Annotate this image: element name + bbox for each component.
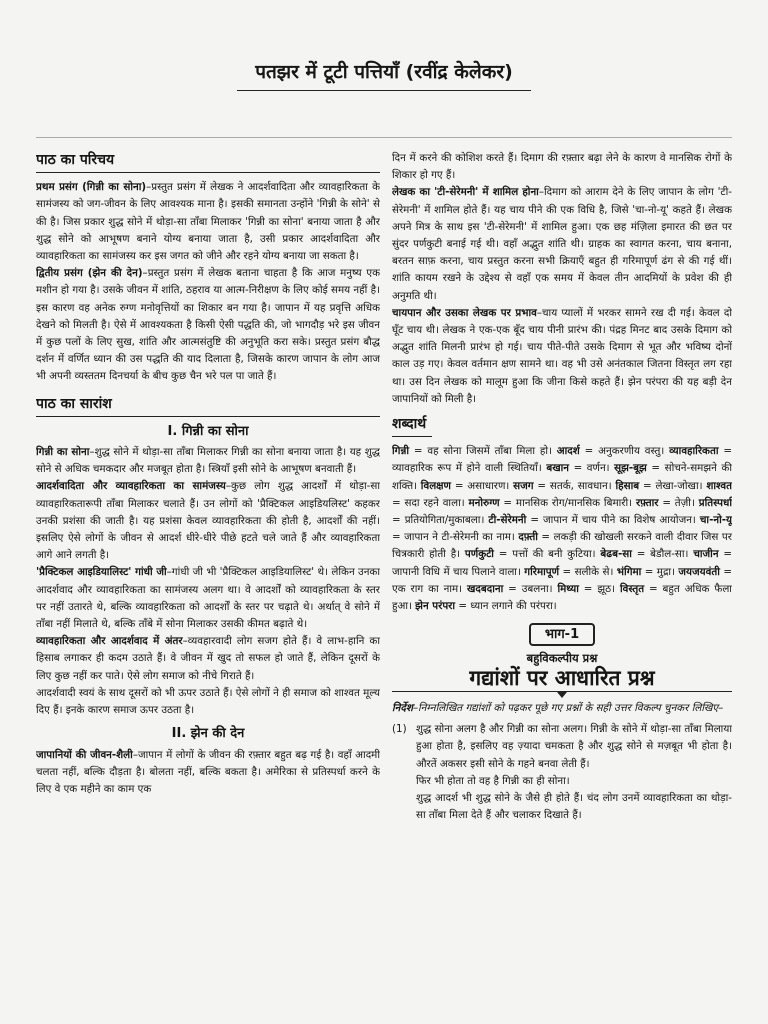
paragraph-text: –दिमाग को आराम देने के लिए जापान के लोग 'टी-सेरेमनी' में शामिल होते हैं। यह चाय पीने की एक विधि है, जिसे 'चा-नो-यू' कहते हैं। लेखक अपने मित्र के साथ इस 'टी-सेरेमनी' में शामिल हुआ। एक छह मंज़िला इमारत की छत पर सुंदर पर्णकुटी बनाई गई थी। वहाँ अद्भुत शांति थी। ग्राहक का स्वागत करना, चाय बनाना, बरतन साफ़ करना, चाय प्रस्तुत करना सभी क्रियाएँ बहुत ही गरिमापूर्ण ढंग से की गई थीं। शांति कायम रखने के उद्देश्य से वहाँ एक समय में केवल तीन आदमियों के प्रवेश की ही अनुमति थी।	[392, 186, 732, 302]
bold-lead: आदर्शवादिता और व्यावहारिकता का सामंजस्य	[36, 480, 226, 493]
vocab-word: बखान	[546, 462, 569, 475]
paragraph-text: –गांधी जी भी 'प्रैक्टिकल आइडियालिस्ट' थे। लेकिन उनका आदर्शवाद और व्यावहारिकता का सामंजस्य अलग था। वे आदर्शों को व्यावहारिकता के स्तर पर नहीं उतारते थे, बल्कि व्यावहारिकता को आदर्शों के स्तर पर चढ़ाते थे। अर्थात् वे सोने में ताँबा नहीं मिलाते थे, बल्कि ताँबे में सोना मिलाकर उसकी कीमत बढ़ाते थे।	[36, 566, 380, 631]
vocab-word: बेढब-सा	[600, 548, 632, 561]
intro-paragraph-2	[36, 265, 380, 385]
vocab-meaning: = एक राग का नाम।	[392, 565, 732, 595]
vocab-word: गरिमापूर्ण	[524, 565, 560, 578]
right-column	[392, 150, 732, 1020]
badge-container	[392, 623, 732, 646]
vocab-word: आदर्श	[556, 445, 580, 458]
bold-lead: निर्देश	[392, 701, 413, 714]
vocab-word: सूझ-बूझ	[614, 462, 647, 475]
summary-paragraph	[36, 747, 380, 799]
vocab-word: टी-सेरेमनी	[488, 514, 527, 527]
vocab-word: व्यावहारिकता	[669, 445, 719, 458]
vocab-meaning: = सलीके से।	[559, 565, 617, 578]
vocab-meaning: = ध्यान लगाने की परंपरा।	[455, 600, 557, 613]
bold-lead: लेखक का 'टी-सेरेमनी' में शामिल होना	[392, 186, 539, 199]
sub-heading-2: II. झेन की देन	[171, 726, 245, 742]
passage-paragraph: शुद्ध सोना अलग है और गिन्नी का सोना अलग। गिन्नी के सोने में थोड़ा-सा ताँबा मिलाया हुआ होता है, इसलिए वह ज़्यादा चमकता है और शुद्ध सोने से मज़बूत भी होता है। औरतें अकसर इसी सोने के गहने बनवा लेती हैं।	[416, 723, 732, 770]
vocab-word: मनोरुग्ण	[468, 496, 500, 509]
passage-paragraph: फिर भी होता तो वह है गिन्नी का ही सोना।	[416, 774, 570, 787]
section-heading-intro: पाठ का परिचय	[36, 152, 380, 173]
question-number: (1)	[392, 723, 407, 736]
vocab-meaning: = व्यावहारिक रूप में होने वाली स्थितियाँ।	[392, 445, 732, 475]
summary-paragraph	[36, 444, 380, 478]
vocab-word: खदबदाना	[466, 582, 504, 595]
vocab-word: शाश्वत	[706, 479, 732, 492]
intro-paragraph-1	[36, 179, 380, 265]
bold-lead: द्वितीय प्रसंग (झेन की देन)	[36, 267, 143, 280]
vocab-meaning: = बहुत अधिक फैला हुआ।	[392, 582, 732, 613]
vocab-meaning: = झूठ।	[578, 582, 620, 595]
vocab-meaning: = जापानी विधि में चाय पिलाने वाला।	[392, 548, 732, 578]
vocab-word: सजग	[513, 479, 534, 492]
summary-continuation: दिन में करने की कोशिश करते हैं। दिमाग की रफ़्तार बढ़ा लेने के कारण वे मानसिक रोगों के शिकार हो गए हैं।	[392, 152, 732, 182]
vocab-meaning: = बेडौल-सा।	[631, 548, 694, 561]
vocab-word: रफ़्तार	[635, 496, 659, 509]
vocab-word: जयजयवंती	[678, 565, 720, 578]
summary-paragraph	[392, 305, 732, 408]
vocab-meaning: = उबलना।	[503, 582, 558, 595]
vocabulary-list	[392, 443, 732, 615]
section-heading-vocab: शब्दार्थ	[392, 416, 432, 437]
paragraph-text: –कुछ लोग शुद्ध आदर्शों में थोड़ा-सा व्यावहारिकतारूपी ताँबा मिलाकर चलाते हैं। उन लोगों को 'प्रैक्टिकल आइडियलिस्ट' कहकर उनकी प्रशंसा की जाती है। यह प्रशंसा केवल व्यावहारिकता की होती है, आदर्शों की नहीं। इसलिए ऐसे लोगों के जीवन से आदर्श धीरे-धीरे पीछे हटते चले जाते हैं और व्यावहारिकता आगे आने लगती है।	[36, 480, 380, 562]
summary-paragraph	[36, 633, 380, 685]
vocab-meaning: = मुद्रा।	[641, 565, 679, 578]
question-passage	[416, 721, 732, 824]
page-title: पतझर में टूटी पत्तियाँ (रवींद्र केलेकर)	[255, 61, 513, 83]
vocab-meaning: = अनुकरणीय वस्तु।	[579, 445, 670, 458]
vocab-word: चा-नो-यू	[699, 514, 732, 527]
vocab-word: दफ़्ती	[518, 531, 538, 544]
vocab-meaning: = जापान में चाय पीने का विशेष आयोजन।	[526, 514, 700, 527]
bold-lead: जापानियों की जीवन-शैली	[36, 748, 133, 761]
vocab-word: चाजीन	[693, 548, 719, 561]
vocab-meaning: = असाधारण।	[451, 479, 514, 492]
instruction-text: –निम्नलिखित गद्यांशों को पढ़कर पूछे गए प्रश्नों के सही उत्तर विकल्प चुनकर लिखिए–	[412, 701, 724, 714]
instructions	[392, 700, 732, 717]
left-column	[36, 150, 380, 1020]
vocab-meaning: = लेखा-जोखा।	[639, 479, 707, 492]
vocab-word: विस्तृत	[619, 582, 645, 595]
mcq-subheading: बहुविकल्पीय प्रश्न	[526, 651, 598, 666]
paragraph-text: –प्रस्तुत प्रसंग में लेखक ने आदर्शवादिता और व्यावहारिकता के सामंजस्य को जग-जीवन के लिए आवश्यक माना है। इसकी समानता उन्होंने 'गिन्नी के सोने' से की है। जिस प्रकार शुद्ध सोने में थोड़ा-सा ताँबा मिलाकर 'गिन्नी का सोना' बनाया जाता है और शुद्ध सोने को आभूषण बनाने योग्य बनाया जाता है, उसी प्रकार आदर्शवादिता और व्यावहारिकता का सामंजस्य कर इस जगत को जीने और रहने योग्य बनाया जा सकता है।	[36, 181, 380, 263]
sub-heading-1: I. गिन्नी का सोना	[167, 423, 249, 439]
summary-paragraph	[392, 184, 732, 304]
summary-paragraph	[36, 478, 380, 564]
vocab-meaning: = सोचने-समझने की शक्ति।	[392, 462, 732, 492]
vocab-meaning: = लकड़ी की खोखली सरकने वाली दीवार जिस पर चित्रकारी होती है।	[392, 531, 732, 561]
paragraph-text: –जापान में लोगों के जीवन की रफ़्तार बहुत बढ़ गई है। वहाँ आदमी चलता नहीं, बल्कि दौड़ता है। बोलता नहीं, बल्कि बकता है। अमेरिका से प्रतिस्पर्धा करने के लिए वे एक महीने का काम एक	[36, 748, 380, 795]
vocab-meaning: = प्रतियोगिता/मुकाबला।	[392, 514, 489, 527]
bold-lead: 'प्रैक्टिकल आइडियालिस्ट' गांधी जी	[36, 566, 167, 579]
vocab-word: विलक्षण	[420, 479, 451, 492]
vocab-meaning: = सतर्क, सावधान।	[533, 479, 616, 492]
vocab-word: पर्णकुटी	[464, 548, 494, 561]
vocab-meaning: = वह सोना जिसमें ताँबा मिला हो।	[409, 445, 557, 458]
vocab-meaning: = जापान ने टी-सेरेमनी का नाम।	[392, 531, 519, 544]
question-1	[392, 721, 732, 824]
vocab-meaning: = तेज़ी।	[658, 496, 699, 509]
summary-paragraph: आदर्शवादी स्वयं के साथ दूसरों को भी ऊपर उठाते हैं। ऐसे लोगों ने ही समाज को शाश्वत मूल्य दिए हैं। इनके कारण समाज ऊपर उठता है।	[36, 686, 380, 717]
bold-lead: चायपान और उसका लेखक पर प्रभाव	[392, 306, 537, 319]
vocab-word: प्रतिस्पर्धा	[698, 496, 732, 509]
title-underline	[237, 90, 531, 91]
vocab-word: गिन्नी	[392, 445, 410, 458]
vocab-meaning: = पत्तों की बनी कुटिया।	[493, 548, 601, 561]
vocab-word: भंगिमा	[616, 565, 642, 578]
paragraph-text: –प्रस्तुत प्रसंग में लेखक बताना चाहता है कि आज मनुष्य एक मशीन हो गया है। उसके जीवन में शांति, ठहराव या आत्म-निरीक्षण के लिए कोई समय नहीं है। इस कारण वह अनेक रुग्ण मनोवृत्तियों का शिकार बन गया है। जापान में यह प्रवृत्ति अधिक देखने को मिलती है। ऐसे में आवश्यकता है किसी ऐसी पद्धति की, जो भागदौड़ भरे इस जीवन में कुछ पलों के लिए सुख, शांति और आत्मसंतुष्टि की अनुभूति करा सके। प्रस्तुत प्रसंग बौद्ध दर्शन में वर्णित ध्यान की उस पद्धति की याद दिलाता है, जिसके कारण जापान के लोग आज भी अपनी व्यस्ततम दिनचर्या के बीच कुछ चैन भरे पल पा जाते हैं।	[36, 267, 380, 383]
bold-lead: व्यावहारिकता और आदर्शवाद में अंतर	[36, 635, 183, 648]
vocab-meaning: = वर्णन।	[569, 462, 615, 475]
bold-lead: गिन्नी का सोना	[36, 446, 90, 459]
paragraph-text: –शुद्ध सोने में थोड़ा-सा ताँबा मिलाकर गिन्नी का सोना बनाया जाता है। यह शुद्ध सोने से अधिक चमकदार और मजबूत होता है। स्त्रियाँ इसी सोने के आभूषण बनवाती हैं।	[36, 446, 380, 476]
questions-heading: गद्यांशों पर आधारित प्रश्न	[469, 665, 655, 690]
vocab-word: मिथ्या	[557, 582, 579, 595]
vocab-meaning: = सदा रहने वाला।	[392, 496, 469, 509]
passage-paragraph: शुद्ध आदर्श भी शुद्ध सोने के जैसे ही होते हैं। चंद लोग उनमें व्यावहारिकता का थोड़ा-सा ताँबा मिला देते हैं और चलाकर दिखाते हैं।	[416, 791, 732, 822]
questions-heading-rule	[392, 691, 732, 692]
part-badge: भाग-1	[529, 623, 595, 646]
header-divider	[36, 137, 732, 138]
paragraph-text: –व्यवहारवादी लोग सजग होते हैं। वे लाभ-हानि का हिसाब लगाकर ही कदम उठाते हैं। वे जीवन में खुद तो सफल हो जाते हैं, लेकिन दूसरों के लिए कुछ नहीं कर पाते। ऐसे लोग समाज को नीचे गिराते हैं।	[36, 635, 380, 682]
vocab-meaning: = मानसिक रोग/मानसिक बिमारी।	[499, 496, 636, 509]
section-heading-summary: पाठ का सारांश	[36, 396, 380, 417]
bold-lead: प्रथम प्रसंग (गिन्नी का सोना)	[36, 181, 147, 194]
vocab-word: हिसाब	[615, 479, 640, 492]
summary-paragraph	[36, 564, 380, 633]
paragraph-text: –चाय प्यालों में भरकर सामने रख दी गई। केवल दो घूँट चाय थी। लेखक ने एक-एक बूँद चाय पीनी प्रारंभ की। पंद्रह मिनट बाद उसके दिमाग को अद्भुत शांति मिलनी प्रारंभ हो गई। चाय पीते-पीते उसके दिमाग से भूत और भविष्य दोनों काल उड़ गए। केवल वर्तमान क्षण सामने था। वह भी उसे अनंतकाल जितना विस्तृत लग रहा था। उस दिन लेखक को मालूम हुआ कि जीना किसे कहते हैं। झेन परंपरा की यह बड़ी देन जापानियों को मिली है।	[392, 306, 732, 405]
vocab-word: झेन परंपरा	[415, 600, 456, 613]
